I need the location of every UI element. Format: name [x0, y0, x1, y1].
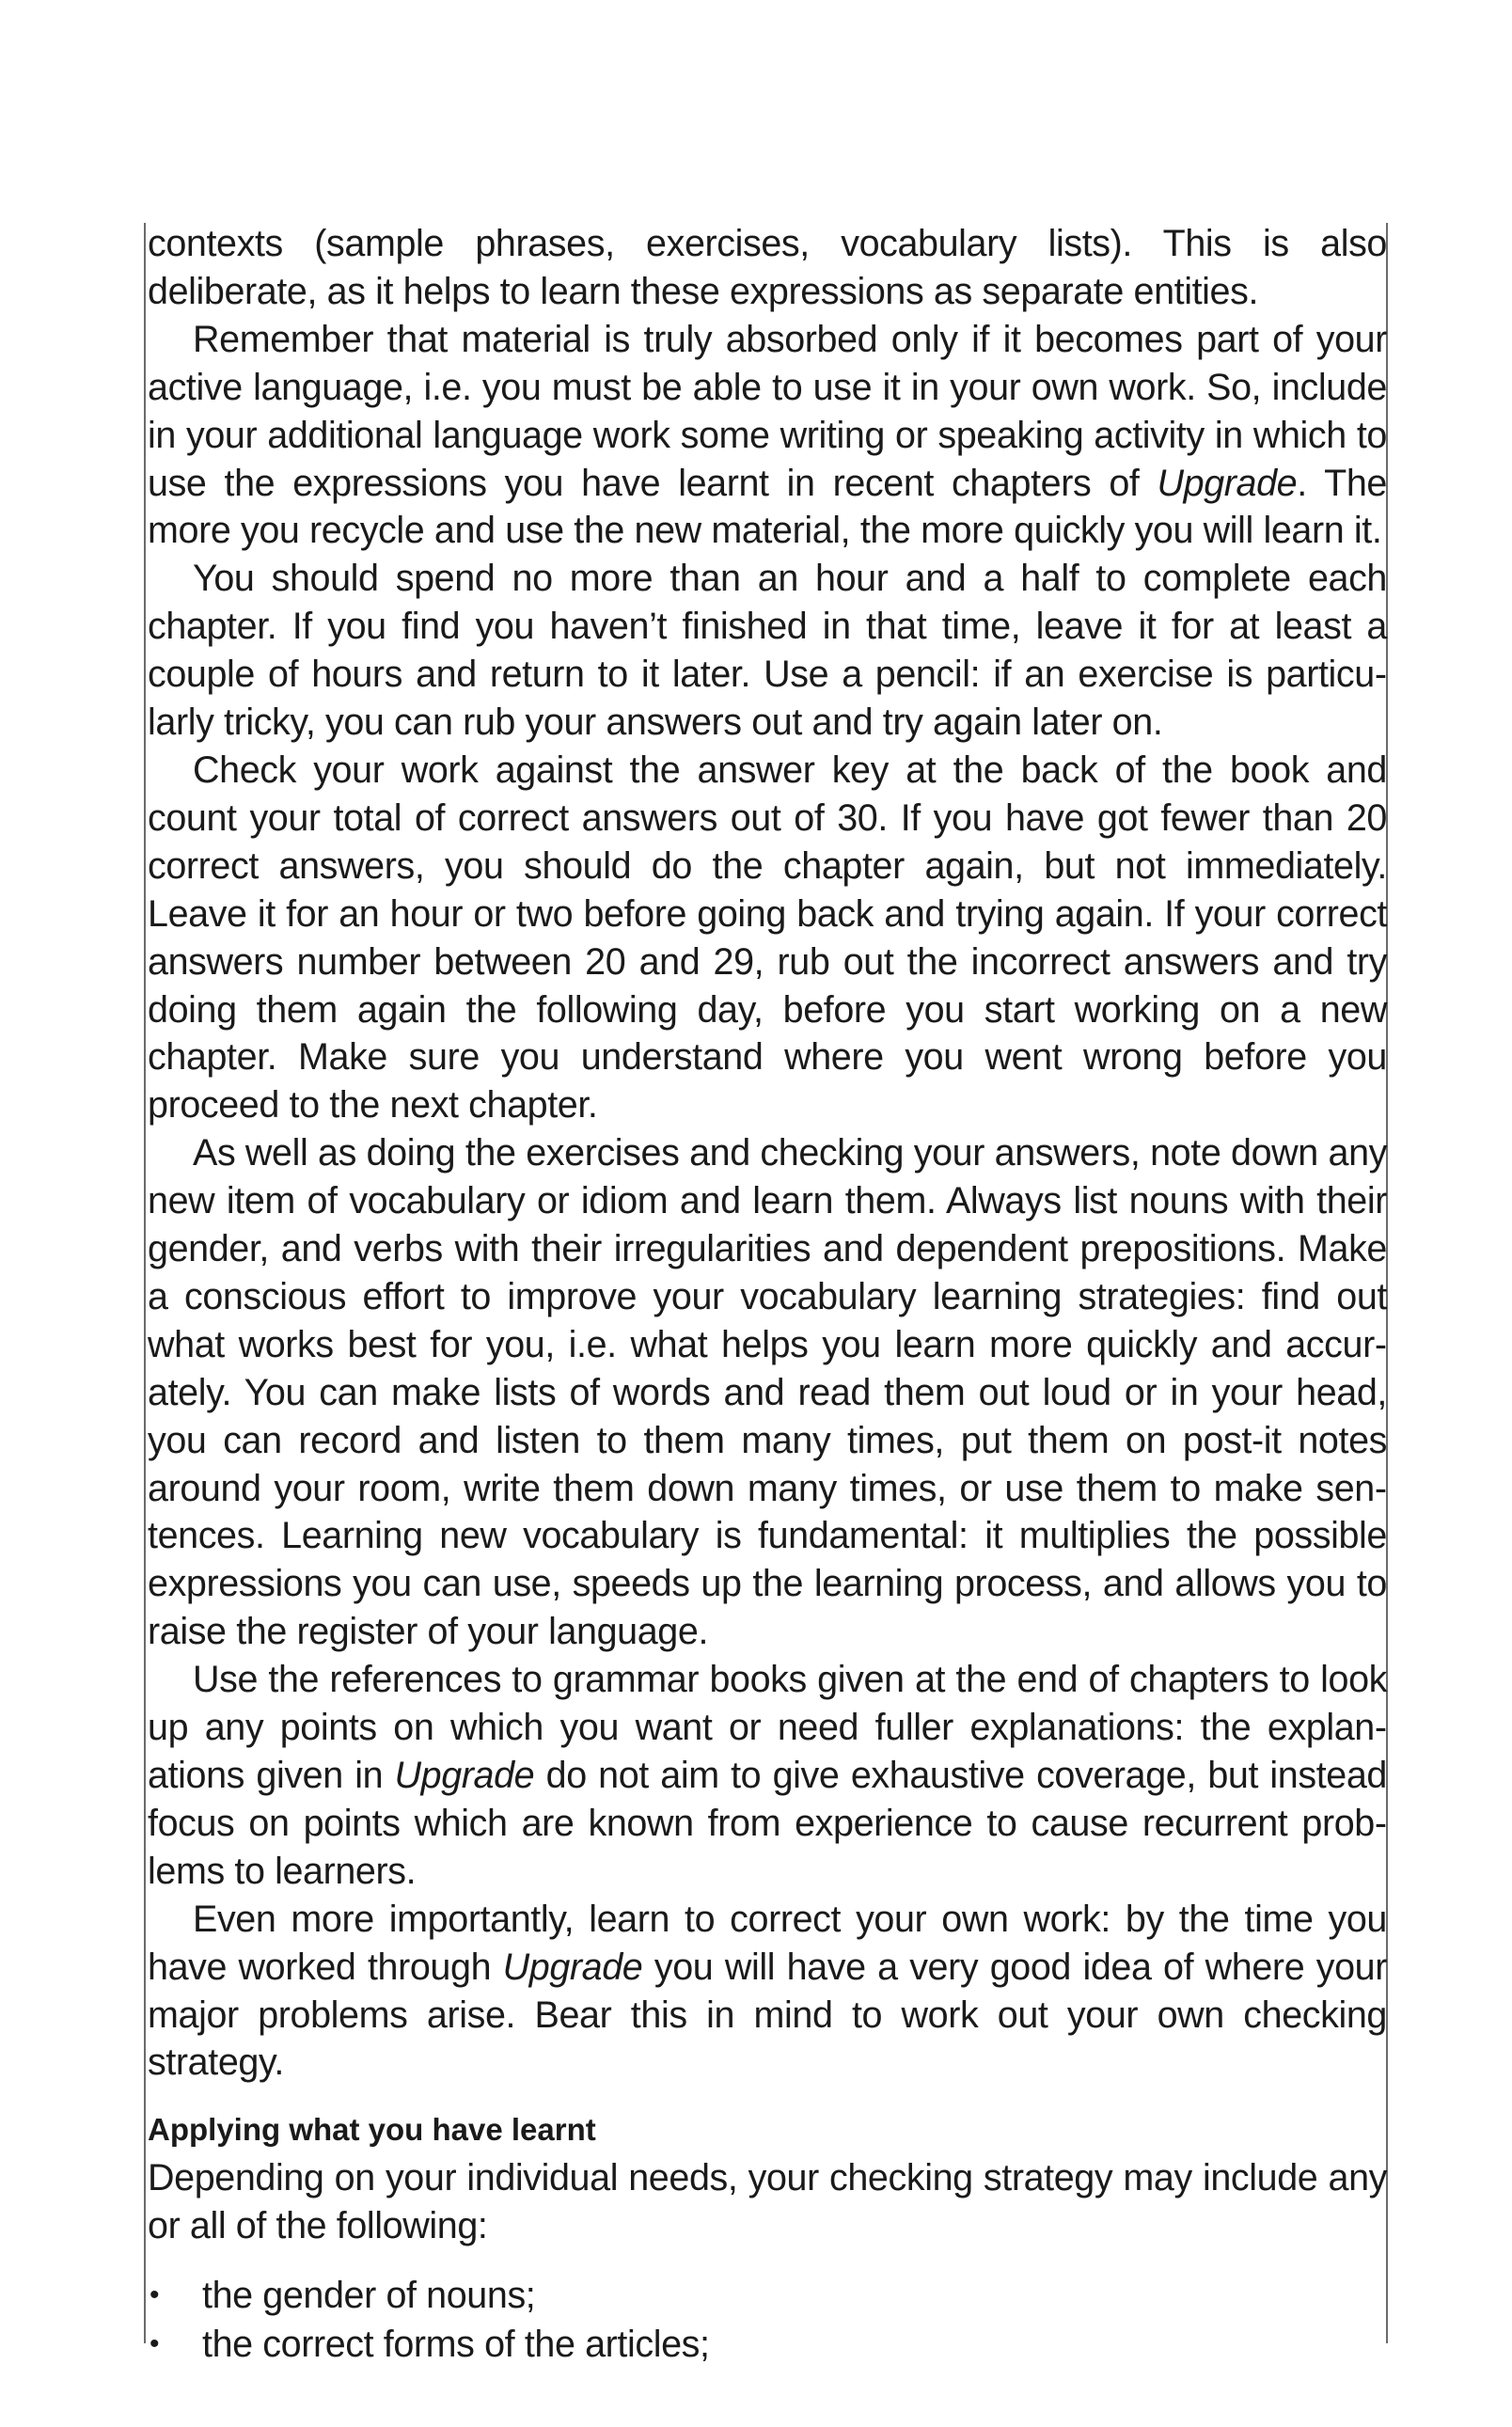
text-run: You should spend no more than an hour and a half to complete each chapter. If you find you haven’t finished in that time, leave it for at least a couple of hours and return to it later. Use a pencil: if an exercise is particularly tricky, you can rub your answers out and try again later on.: [148, 558, 1387, 744]
bullet-icon: •: [150, 2279, 160, 2311]
checklist: [148, 2271, 1387, 2369]
text-run: Remember that material is truly absorbed only if it becomes part of your active language, i.e. you must be able to use it in your own work. So, include in your additional language work some writing or speaking activity in which to use the expressions you have learnt in recent chapters of: [148, 318, 1387, 504]
text-run: Even more importantly, learn to correct your own work: by the time you have worked through: [148, 1898, 1387, 1988]
body-text-column: [148, 220, 1387, 2369]
book-title: Upgrade: [1157, 462, 1298, 504]
text-run: As well as doing the exercises and checking your answers, note down any new item of vocabulary or idiom and learn them. Always list nouns with their gender, and verbs with their irregularities and dependent prepositions. Make a conscious effort to improve your vocabulary learning strategies: find out what works best for you, i.e. what helps you learn more quickly and accurately. You can make lists of words and read them out loud or in your head, you can record and listen to them many times, put them on post-it notes around your room, write them down many times, or use them to make sentences. Learning new vocabulary is fundamental: it multiplies the possible expressions you can use, speeds up the learning process, and allows you to raise the register of your language.: [148, 1132, 1387, 1653]
section-heading: Applying what you have learnt: [148, 2112, 596, 2148]
text-run: . The more you recycle and use the new material, the more quickly you will learn it.: [148, 462, 1387, 552]
text-run: Use the references to grammar books given at the end of chapters to look up any points on which you want or need fuller explanations: the explanations given in: [148, 1659, 1387, 1796]
paragraph-6: [148, 1896, 1387, 2088]
paragraph-4: [148, 1129, 1387, 1656]
paragraph-5: [148, 1656, 1387, 1896]
section-intro: Depending on your individual needs, your checking strategy may include any or all of the following:: [148, 2157, 1387, 2247]
book-title: Upgrade: [502, 1946, 643, 1988]
list-item-text: the gender of nouns;: [202, 2275, 536, 2317]
book-title: Upgrade: [394, 1755, 535, 1796]
paragraph-0: [148, 220, 1387, 316]
list-item: [148, 2320, 1387, 2369]
text-run: contexts (sample phrases, exercises, vocabulary lists). This is also deliberate, as it helps to learn these expressions as separate entities.: [148, 223, 1387, 312]
list-item: [148, 2271, 1387, 2320]
text-run: do not aim to give exhaustive coverage, but instead focus on points which are known from experience to cause recurrent problems to learners.: [148, 1755, 1387, 1892]
paragraph-3: [148, 747, 1387, 1129]
text-run: Check your work against the answer key at the back of the book and count your total of correct answers out of 30. If you have got fewer than 20 correct answers, you should do the chapter again, but not immediately. Leave it for an hour or two before going back and trying again. If your correct answers number between 20 and 29, rub out the incorrect answers and try doing them again the following day, before you start working on a new chapter. Make sure you understand where you went wrong before you proceed to the next chapter.: [148, 749, 1387, 1127]
text-run: you will have a very good idea of where your major problems arise. Bear this in mind to work out your own checking strategy.: [148, 1946, 1387, 2084]
paragraph-2: [148, 555, 1387, 747]
paragraph-1: [148, 316, 1387, 556]
list-item-text: the correct forms of the articles;: [202, 2324, 710, 2366]
bullet-icon: •: [150, 2328, 160, 2360]
